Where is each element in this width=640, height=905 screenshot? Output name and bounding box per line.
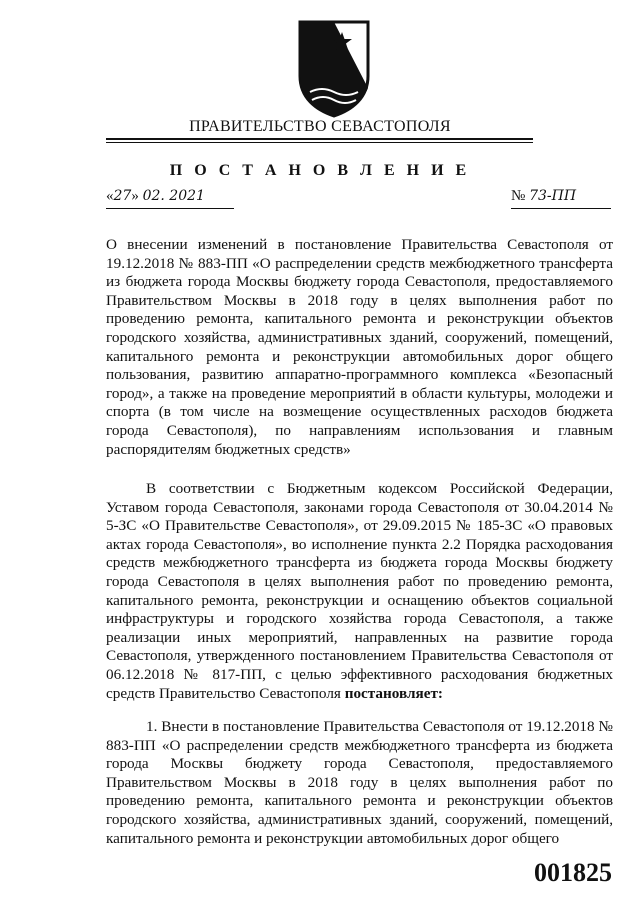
date-day: 27 <box>113 188 132 204</box>
document-type: П О С Т А Н О В Л Е Н И Е <box>169 162 471 179</box>
decree-word: постановляет: <box>344 684 443 702</box>
document-date <box>106 188 234 209</box>
preamble-text: В соответствии с Бюджетным кодексом Российской Федерации, Уставом города Севастополя, законами города Севастополя от 30.04.2014 № 5-ЗС «О Правительстве Севастополя», от 29.09.2015 № 185-ЗС «О правовых актах города Севастополя», во исполнение пункта 2.2 Порядка расходования средств межбюджетного трансферта из бюджета города Москвы бюджету города Севастополя в целях выполнения работ по проведению ремонта, капитального ремонта, реконструкции и оснащению объектов социальной инфраструктуры и городского хозяйства города Севастополя, а также реализации иных мероприятий, направленных на развитие города Севастополя, утвержденного постановлением Правительства Севастополя от 06.12.2018 № 817-ПП, с целью эффективного расходования бюджетных средств Правительство Севастополя <box>106 480 613 702</box>
document-number <box>511 188 611 209</box>
header-divider-thick <box>106 138 533 140</box>
preamble-paragraph <box>106 480 613 703</box>
date-quote-close: » <box>131 188 139 204</box>
number-sign: № <box>511 188 526 204</box>
government-name: ПРАВИТЕЛЬСТВО СЕВАСТОПОЛЯ <box>189 118 451 135</box>
sevastopol-coat-of-arms <box>294 18 374 120</box>
header-divider-thin <box>106 142 533 143</box>
date-month-year: 02. 2021 <box>142 188 205 204</box>
item-1-paragraph: 1. Внести в постановление Правительства Севастополя от 19.12.2018 № 883-ПП «О распределении средств межбюджетного трансферта из бюджета города Москвы бюджету города Севастополя, предоставляемого Правительством Москвы в 2018 году в целях выполнения работ по проведению ремонта, капитального ремонта и реконструкции объектов городского хозяйства, административных зданий, сооружений, помещений, капитального ремонта и реконструкции автомобильных дорог общего <box>106 718 613 847</box>
document-title: О внесении изменений в постановление Правительства Севастополя от 19.12.2018 № 883-ПП «О распределении средств межбюджетного трансферта из бюджета города Москвы бюджету города Севастополя, предоставляемого Правительством Москвы в 2018 году в целях выполнения работ по проведению ремонта, капитального ремонта и реконструкции объектов городского хозяйства, административных зданий, сооружений, помещений, капитального ремонта и реконструкции автомобильных дорог общего пользования, развитию аппаратно-программного комплекса «Безопасный город», а также на проведение мероприятий в области культуры, молодежи и спорта (в том числе на возмещение осуществленных расходов бюджета города Севастополя), по направлениям использования и главным распорядителям бюджетных средств» <box>106 236 613 458</box>
number-value: 73-ПП <box>529 188 577 204</box>
date-quote-open: « <box>106 188 114 204</box>
form-serial-number: 001825 <box>534 858 612 887</box>
